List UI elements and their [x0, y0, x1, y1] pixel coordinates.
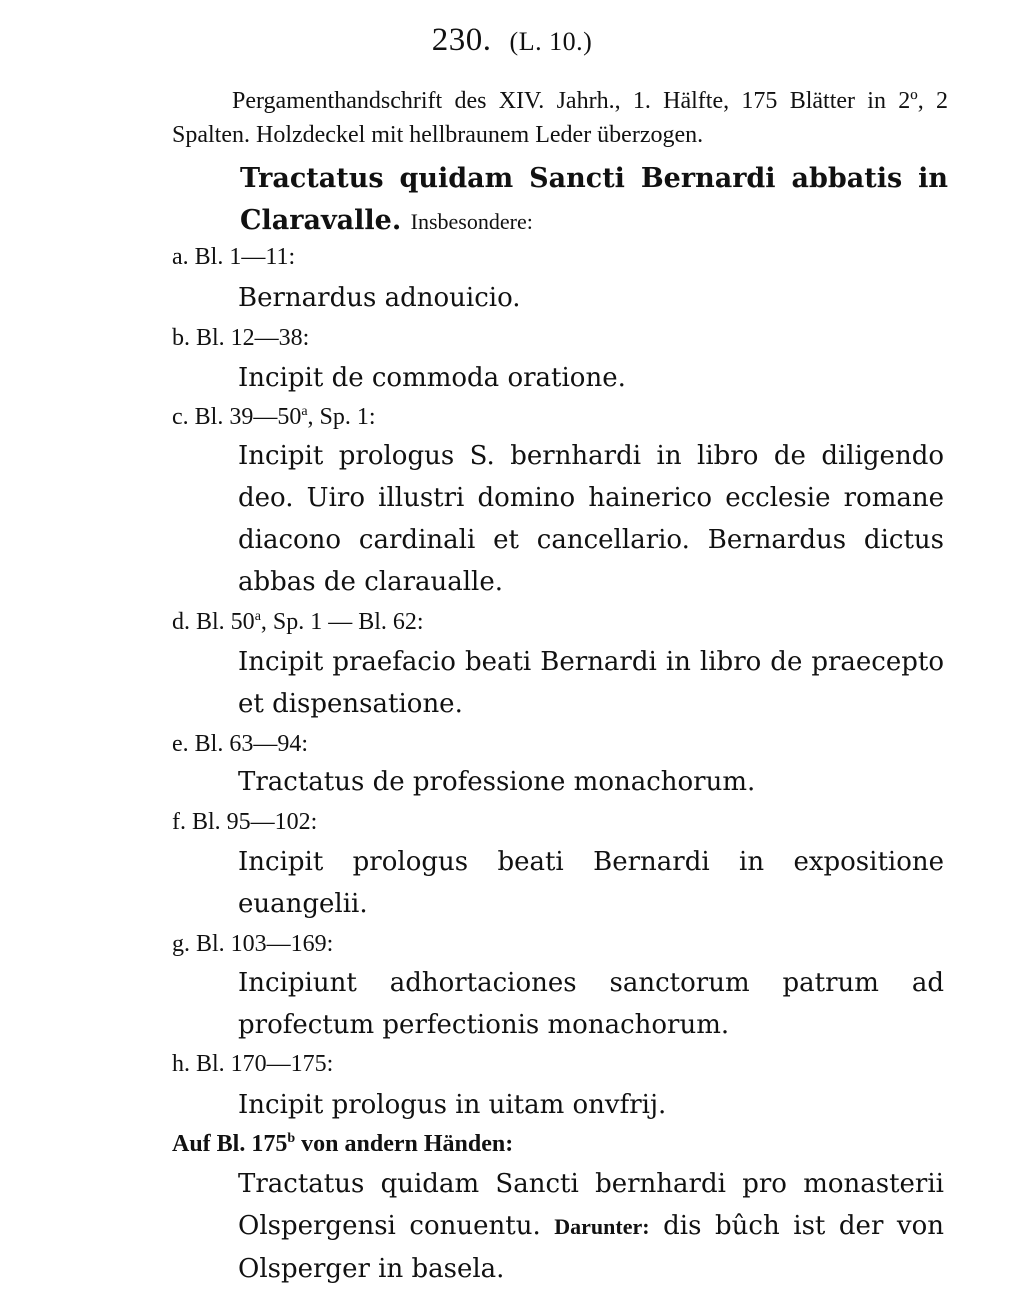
entry-label-e: e. Bl. 63—94:	[172, 731, 308, 757]
entry-label-h: h. Bl. 170—175:	[172, 1051, 334, 1077]
manuscript-number: 230.	[431, 22, 492, 58]
darunter-label: Darunter:	[554, 1214, 650, 1239]
work-title	[240, 158, 948, 243]
entry-text-f: Incipit prologus beati Bernardi in expositione euangelii.	[238, 847, 944, 919]
entry-label-d-sup: a	[254, 609, 261, 624]
other-hands-label-sup: b	[287, 1131, 296, 1146]
page-header	[0, 22, 1024, 59]
entry-label-c	[172, 402, 376, 432]
other-hands-label-post: von andern Händen:	[295, 1131, 514, 1157]
entry-label-g: g. Bl. 103—169:	[172, 931, 334, 957]
entry-text-a: Bernardus adnouicio.	[238, 283, 521, 313]
entry-label-d-post: , Sp. 1 — Bl. 62:	[260, 609, 424, 635]
entry-text-c: Incipit prologus S. bernhardi in libro de diligendo deo. Uiro illustri domino hainerico ecclesie romane diacono cardinali et cancellario. Bernardus dictus abbas de claraualle.	[238, 441, 944, 597]
other-hands-main: Tractatus quidam Sancti bernhardi pro monasterii Olspergensi conuentu.	[238, 1169, 944, 1241]
other-hands-after: dis bûch ist der von Olsperger in basela.	[238, 1211, 945, 1284]
entry-label-d	[172, 607, 424, 637]
entry-label-a: a. Bl. 1—11:	[172, 244, 296, 270]
entry-label-f: f. Bl. 95—102:	[172, 809, 318, 835]
entry-label-c-pre: c. Bl. 39—50	[172, 404, 302, 430]
entry-label-c-sup: a	[301, 404, 308, 419]
entry-text-h: Incipit prologus in uitam onvfrij.	[238, 1090, 667, 1120]
manuscript-shelfmark: (L. 10.)	[509, 27, 593, 56]
insbesondere-label: Insbesondere:	[410, 209, 533, 234]
entry-label-c-post: , Sp. 1:	[307, 404, 376, 430]
entry-text-b: Incipit de commoda oratione.	[238, 363, 626, 393]
manuscript-description: Pergamenthandschrift des XIV. Jahrh., 1. Hälfte, 175 Blätter in 2º, 2 Spalten. Holzdeckel mit hellbraunem Leder überzogen.	[172, 88, 948, 148]
entry-text-g: Incipiunt adhortaciones sanctorum patrum ad profectum perfectionis monachorum.	[238, 968, 944, 1040]
entry-text-e: Tractatus de professione monachorum.	[238, 767, 756, 797]
other-hands-text	[238, 1163, 944, 1290]
entry-text-d: Incipit praefacio beati Bernardi in libro de praecepto et dispensatione.	[238, 647, 944, 719]
work-title-main: Tractatus quidam Sancti Bernardi abbatis in Claravalle.	[240, 163, 948, 236]
entry-label-b: b. Bl. 12—38:	[172, 325, 310, 351]
other-hands-label-pre: Auf Bl. 175	[172, 1131, 288, 1157]
entry-label-d-pre: d. Bl. 50	[172, 609, 255, 635]
other-hands-label	[172, 1129, 513, 1159]
